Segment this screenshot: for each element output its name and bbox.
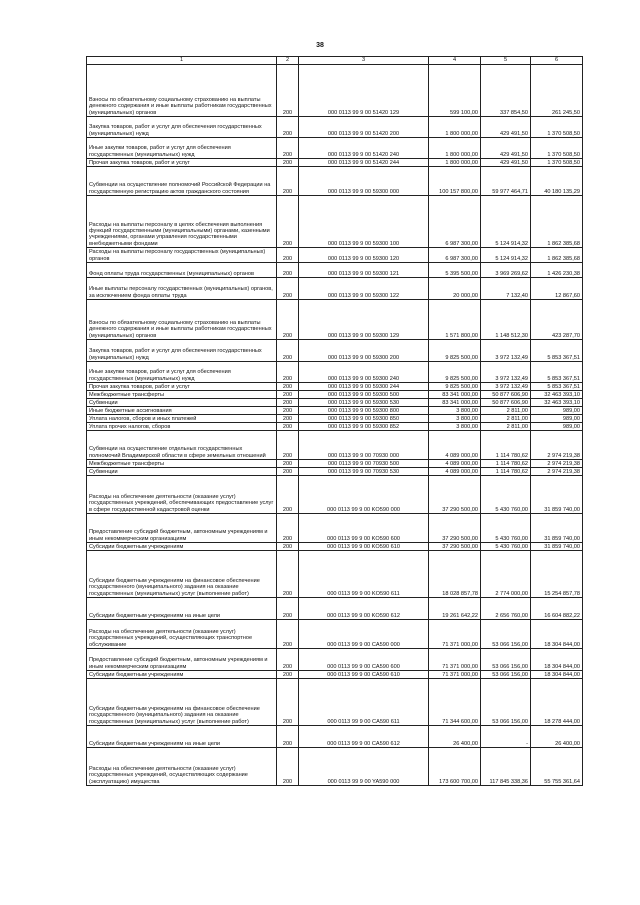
row-name-cell: Субвенции на осуществление отдельных государственных полномочий Владимирской области в сфере земельных отношений xyxy=(87,431,277,460)
table-row xyxy=(87,679,583,726)
table-row xyxy=(87,543,583,551)
column-header-4: 4 xyxy=(429,57,481,65)
row-executed-cell: 1 148 512,30 xyxy=(481,300,531,340)
row-name-cell: Взносы по обязательному социальному страхованию на выплаты денежного содержания и иные выплаты работникам государственных (муниципальных) органов xyxy=(87,65,277,117)
row-approved-cell: 4 089 000,00 xyxy=(429,431,481,460)
row-ved-cell: 200 xyxy=(277,423,299,431)
row-code-cell: 000 0113 99 9 00 59300 121 xyxy=(299,263,429,278)
row-executed-cell: 53 066 156,00 xyxy=(481,679,531,726)
page-number: 38 xyxy=(316,42,324,49)
row-executed-cell: 3 969 269,62 xyxy=(481,263,531,278)
row-ved-cell: 200 xyxy=(277,362,299,383)
table-row xyxy=(87,620,583,649)
column-header-1: 1 xyxy=(87,57,277,65)
row-name-cell: Иные закупки товаров, работ и услуг для обеспечения государственных (муниципальных) нужд xyxy=(87,138,277,159)
row-code-cell: 000 0113 99 9 00 51420 129 xyxy=(299,65,429,117)
row-remaining-cell: 1 862 385,68 xyxy=(531,248,583,263)
row-ved-cell: 200 xyxy=(277,543,299,551)
table-row xyxy=(87,748,583,786)
row-ved-cell: 200 xyxy=(277,196,299,248)
row-code-cell: 000 0113 99 9 00 59300 500 xyxy=(299,391,429,399)
row-executed-cell: 59 977 464,71 xyxy=(481,167,531,196)
row-code-cell: 000 0113 99 9 00 51420 244 xyxy=(299,159,429,167)
row-executed-cell: 1 114 780,62 xyxy=(481,431,531,460)
row-remaining-cell: 55 755 361,64 xyxy=(531,748,583,786)
row-code-cell: 000 0113 99 9 00 CA590 612 xyxy=(299,726,429,748)
table-row xyxy=(87,598,583,620)
row-executed-cell: 50 877 606,90 xyxy=(481,391,531,399)
row-approved-cell: 37 290 500,00 xyxy=(429,476,481,514)
row-code-cell: 000 0113 99 9 00 70930 000 xyxy=(299,431,429,460)
row-ved-cell: 200 xyxy=(277,748,299,786)
row-remaining-cell: 5 853 367,51 xyxy=(531,383,583,391)
row-name-cell: Расходы на обеспечение деятельности (оказание услуг) государственных учреждений, осуществляющих содержание (эксплуатацию) имущества xyxy=(87,748,277,786)
row-name-cell: Прочая закупка товаров, работ и услуг xyxy=(87,383,277,391)
row-code-cell: 000 0113 99 9 00 KO590 610 xyxy=(299,543,429,551)
row-remaining-cell: 989,00 xyxy=(531,407,583,415)
table-row xyxy=(87,431,583,460)
row-code-cell: 000 0113 99 9 00 51420 240 xyxy=(299,138,429,159)
table-row xyxy=(87,278,583,300)
row-code-cell: 000 0113 99 9 00 59300 800 xyxy=(299,407,429,415)
row-ved-cell: 200 xyxy=(277,679,299,726)
row-code-cell: 000 0113 99 9 00 KO590 600 xyxy=(299,514,429,543)
row-executed-cell: 50 877 606,90 xyxy=(481,399,531,407)
row-remaining-cell: 26 400,00 xyxy=(531,726,583,748)
row-approved-cell: 1 800 000,00 xyxy=(429,138,481,159)
table-row xyxy=(87,423,583,431)
row-executed-cell: 7 132,40 xyxy=(481,278,531,300)
table-header-row xyxy=(87,57,583,65)
row-approved-cell: 37 290 500,00 xyxy=(429,543,481,551)
column-header-2: 2 xyxy=(277,57,299,65)
row-code-cell: 000 0113 99 9 00 59300 850 xyxy=(299,415,429,423)
row-executed-cell: 5 124 914,32 xyxy=(481,196,531,248)
table-row xyxy=(87,362,583,383)
row-executed-cell: 3 972 132,49 xyxy=(481,383,531,391)
row-ved-cell: 200 xyxy=(277,399,299,407)
table-row xyxy=(87,671,583,679)
row-approved-cell: 4 089 000,00 xyxy=(429,460,481,468)
row-remaining-cell: 18 304 844,00 xyxy=(531,671,583,679)
row-approved-cell: 71 371 000,00 xyxy=(429,649,481,671)
row-approved-cell: 5 395 500,00 xyxy=(429,263,481,278)
row-executed-cell: 2 774 000,00 xyxy=(481,551,531,598)
row-name-cell: Прочая закупка товаров, работ и услуг xyxy=(87,159,277,167)
row-approved-cell: 18 028 857,78 xyxy=(429,551,481,598)
row-name-cell: Субсидии бюджетным учреждениям на иные цели xyxy=(87,726,277,748)
row-executed-cell: 5 430 760,00 xyxy=(481,514,531,543)
row-approved-cell: 6 987 300,00 xyxy=(429,196,481,248)
row-ved-cell: 200 xyxy=(277,431,299,460)
table-row xyxy=(87,476,583,514)
row-name-cell: Субвенции xyxy=(87,399,277,407)
row-executed-cell: 2 811,00 xyxy=(481,423,531,431)
table-body xyxy=(87,65,583,786)
row-name-cell: Субвенции xyxy=(87,468,277,476)
row-executed-cell: 53 066 156,00 xyxy=(481,620,531,649)
row-code-cell: 000 0113 99 9 00 59300 120 xyxy=(299,248,429,263)
column-header-5: 5 xyxy=(481,57,531,65)
row-code-cell: 000 0113 99 9 00 59300 200 xyxy=(299,340,429,362)
row-remaining-cell: 40 180 135,29 xyxy=(531,167,583,196)
row-approved-cell: 9 825 500,00 xyxy=(429,362,481,383)
row-approved-cell: 3 800,00 xyxy=(429,423,481,431)
row-executed-cell: 117 845 338,36 xyxy=(481,748,531,786)
table-row xyxy=(87,551,583,598)
table-row xyxy=(87,263,583,278)
row-name-cell: Межбюджетные трансферты xyxy=(87,391,277,399)
budget-table xyxy=(86,56,583,786)
row-ved-cell: 200 xyxy=(277,278,299,300)
row-remaining-cell: 989,00 xyxy=(531,423,583,431)
row-name-cell: Фонд оплаты труда государственных (муниципальных) органов xyxy=(87,263,277,278)
row-code-cell: 000 0113 99 9 00 CA590 600 xyxy=(299,649,429,671)
table-row xyxy=(87,117,583,138)
row-code-cell: 000 0113 99 9 00 CA590 000 xyxy=(299,620,429,649)
column-header-6: 6 xyxy=(531,57,583,65)
row-executed-cell: 2 656 760,00 xyxy=(481,598,531,620)
row-code-cell: 000 0113 99 9 00 KO590 000 xyxy=(299,476,429,514)
row-approved-cell: 9 825 500,00 xyxy=(429,383,481,391)
row-ved-cell: 200 xyxy=(277,340,299,362)
table-row xyxy=(87,726,583,748)
row-approved-cell: 599 100,00 xyxy=(429,65,481,117)
row-name-cell: Закупка товаров, работ и услуг для обеспечения государственных (муниципальных) нужд xyxy=(87,117,277,138)
table-row xyxy=(87,340,583,362)
row-executed-cell: 2 811,00 xyxy=(481,407,531,415)
row-remaining-cell: 16 604 882,22 xyxy=(531,598,583,620)
row-code-cell: 000 0113 99 9 00 YA590 000 xyxy=(299,748,429,786)
row-executed-cell: 337 854,50 xyxy=(481,65,531,117)
row-approved-cell: 3 800,00 xyxy=(429,415,481,423)
row-executed-cell: 429 491,50 xyxy=(481,138,531,159)
row-remaining-cell: 18 304 844,00 xyxy=(531,620,583,649)
row-approved-cell: 9 825 500,00 xyxy=(429,340,481,362)
row-ved-cell: 200 xyxy=(277,117,299,138)
row-name-cell: Иные закупки товаров, работ и услуг для обеспечения государственных (муниципальных) нужд xyxy=(87,362,277,383)
row-executed-cell: 53 066 156,00 xyxy=(481,671,531,679)
row-code-cell: 000 0113 99 9 00 59300 000 xyxy=(299,167,429,196)
row-approved-cell: 3 800,00 xyxy=(429,407,481,415)
row-code-cell: 000 0113 99 9 00 70930 500 xyxy=(299,460,429,468)
row-ved-cell: 200 xyxy=(277,263,299,278)
row-name-cell: Субсидии бюджетным учреждениям xyxy=(87,671,277,679)
row-executed-cell: 3 972 132,49 xyxy=(481,340,531,362)
row-code-cell: 000 0113 99 9 00 59300 240 xyxy=(299,362,429,383)
row-ved-cell: 200 xyxy=(277,415,299,423)
table-row xyxy=(87,196,583,248)
row-code-cell: 000 0113 99 9 00 59300 530 xyxy=(299,399,429,407)
table-row xyxy=(87,65,583,117)
table-row xyxy=(87,399,583,407)
row-approved-cell: 71 371 000,00 xyxy=(429,671,481,679)
row-code-cell: 000 0113 99 9 00 59300 122 xyxy=(299,278,429,300)
row-remaining-cell: 989,00 xyxy=(531,415,583,423)
row-name-cell: Иные выплаты персоналу государственных (муниципальных) органов, за исключением фонда оплаты труда xyxy=(87,278,277,300)
row-name-cell: Расходы на обеспечение деятельности (оказание услуг) государственных учреждений, обеспечивающих предоставление услуг в сфере государственной кадастровой оценки xyxy=(87,476,277,514)
row-remaining-cell: 18 304 844,00 xyxy=(531,649,583,671)
row-remaining-cell: 2 974 219,38 xyxy=(531,431,583,460)
row-remaining-cell: 32 463 393,10 xyxy=(531,391,583,399)
row-remaining-cell: 2 974 219,38 xyxy=(531,468,583,476)
row-ved-cell: 200 xyxy=(277,476,299,514)
row-approved-cell: 71 371 000,00 xyxy=(429,620,481,649)
row-code-cell: 000 0113 99 9 00 KO590 611 xyxy=(299,551,429,598)
row-approved-cell: 173 600 700,00 xyxy=(429,748,481,786)
row-remaining-cell: 1 426 230,38 xyxy=(531,263,583,278)
row-approved-cell: 71 344 600,00 xyxy=(429,679,481,726)
table-row xyxy=(87,167,583,196)
row-name-cell: Субсидии бюджетным учреждениям на финансовое обеспечение государственного (муниципального) задания на оказание государственных (муниципальных) услуг (выполнение работ) xyxy=(87,679,277,726)
row-name-cell: Иные бюджетные ассигнования xyxy=(87,407,277,415)
row-remaining-cell: 261 245,50 xyxy=(531,65,583,117)
row-ved-cell: 200 xyxy=(277,159,299,167)
row-executed-cell: 5 430 760,00 xyxy=(481,543,531,551)
row-ved-cell: 200 xyxy=(277,65,299,117)
row-name-cell: Взносы по обязательному социальному страхованию на выплаты денежного содержания и иные выплаты работникам государственных (муниципальных) органов xyxy=(87,300,277,340)
row-approved-cell: 19 261 642,22 xyxy=(429,598,481,620)
row-ved-cell: 200 xyxy=(277,407,299,415)
row-approved-cell: 1 571 800,00 xyxy=(429,300,481,340)
row-code-cell: 000 0113 99 9 00 59300 129 xyxy=(299,300,429,340)
row-ved-cell: 200 xyxy=(277,598,299,620)
row-ved-cell: 200 xyxy=(277,167,299,196)
row-ved-cell: 200 xyxy=(277,248,299,263)
row-approved-cell: 83 341 000,00 xyxy=(429,391,481,399)
row-name-cell: Уплата прочих налогов, сборов xyxy=(87,423,277,431)
row-name-cell: Закупка товаров, работ и услуг для обеспечения государственных (муниципальных) нужд xyxy=(87,340,277,362)
row-approved-cell: 1 800 000,00 xyxy=(429,159,481,167)
row-approved-cell: 20 000,00 xyxy=(429,278,481,300)
row-remaining-cell: 32 463 393,10 xyxy=(531,399,583,407)
table-row xyxy=(87,460,583,468)
table-row xyxy=(87,159,583,167)
row-ved-cell: 200 xyxy=(277,391,299,399)
row-remaining-cell: 18 278 444,00 xyxy=(531,679,583,726)
row-approved-cell: 6 987 300,00 xyxy=(429,248,481,263)
row-name-cell: Субсидии бюджетным учреждениям на финансовое обеспечение государственного (муниципального) задания на оказание государственных (муниципальных) услуг (выполнение работ) xyxy=(87,551,277,598)
row-remaining-cell: 5 853 367,51 xyxy=(531,340,583,362)
row-remaining-cell: 1 370 508,50 xyxy=(531,159,583,167)
row-approved-cell: 83 341 000,00 xyxy=(429,399,481,407)
row-ved-cell: 200 xyxy=(277,468,299,476)
row-name-cell: Уплата налогов, сборов и иных платежей xyxy=(87,415,277,423)
row-name-cell: Субвенции на осуществление полномочий Российской Федерации на государственную регистрацию актов гражданского состояния xyxy=(87,167,277,196)
row-approved-cell: 100 157 800,00 xyxy=(429,167,481,196)
row-approved-cell: 37 290 500,00 xyxy=(429,514,481,543)
row-executed-cell: 53 066 156,00 xyxy=(481,649,531,671)
row-ved-cell: 200 xyxy=(277,138,299,159)
row-name-cell: Субсидии бюджетным учреждениям xyxy=(87,543,277,551)
row-remaining-cell: 1 370 508,50 xyxy=(531,138,583,159)
row-remaining-cell: 423 287,70 xyxy=(531,300,583,340)
row-code-cell: 000 0113 99 9 00 59300 852 xyxy=(299,423,429,431)
row-name-cell: Предоставление субсидий бюджетным, автономным учреждениям и иным некоммерческим организациям xyxy=(87,649,277,671)
row-ved-cell: 200 xyxy=(277,551,299,598)
column-header-3: 3 xyxy=(299,57,429,65)
row-executed-cell: - xyxy=(481,726,531,748)
table-row xyxy=(87,391,583,399)
row-executed-cell: 5 430 760,00 xyxy=(481,476,531,514)
row-ved-cell: 200 xyxy=(277,514,299,543)
row-executed-cell: 2 811,00 xyxy=(481,415,531,423)
row-ved-cell: 200 xyxy=(277,300,299,340)
row-ved-cell: 200 xyxy=(277,649,299,671)
row-executed-cell: 5 124 914,32 xyxy=(481,248,531,263)
row-executed-cell: 3 972 132,49 xyxy=(481,362,531,383)
row-ved-cell: 200 xyxy=(277,726,299,748)
row-code-cell: 000 0113 99 9 00 CA590 611 xyxy=(299,679,429,726)
row-remaining-cell: 31 859 740,00 xyxy=(531,514,583,543)
row-name-cell: Расходы на выплаты персоналу государственных (муниципальных) органов xyxy=(87,248,277,263)
row-name-cell: Расходы на обеспечение деятельности (оказание услуг) государственных учреждений, осуществляющих транспортное обслуживание xyxy=(87,620,277,649)
table-row xyxy=(87,415,583,423)
row-name-cell: Межбюджетные трансферты xyxy=(87,460,277,468)
row-code-cell: 000 0113 99 9 00 59300 100 xyxy=(299,196,429,248)
table-row xyxy=(87,468,583,476)
row-code-cell: 000 0113 99 9 00 KO590 612 xyxy=(299,598,429,620)
row-ved-cell: 200 xyxy=(277,620,299,649)
row-executed-cell: 1 114 780,62 xyxy=(481,468,531,476)
table-row xyxy=(87,514,583,543)
row-approved-cell: 4 089 000,00 xyxy=(429,468,481,476)
row-code-cell: 000 0113 99 9 00 59300 244 xyxy=(299,383,429,391)
row-code-cell: 000 0113 99 9 00 CA590 610 xyxy=(299,671,429,679)
row-code-cell: 000 0113 99 9 00 70930 530 xyxy=(299,468,429,476)
row-name-cell: Расходы на выплаты персоналу в целях обеспечения выполнения функций государственными (муниципальными) органами, казенными учреждениями, органами управления государственными внебюджетными фондами xyxy=(87,196,277,248)
row-executed-cell: 1 114 780,62 xyxy=(481,460,531,468)
table-row xyxy=(87,300,583,340)
row-remaining-cell: 31 859 740,00 xyxy=(531,476,583,514)
row-ved-cell: 200 xyxy=(277,460,299,468)
row-remaining-cell: 12 867,60 xyxy=(531,278,583,300)
row-remaining-cell: 2 974 219,38 xyxy=(531,460,583,468)
row-executed-cell: 429 491,50 xyxy=(481,159,531,167)
table-row xyxy=(87,138,583,159)
row-remaining-cell: 31 859 740,00 xyxy=(531,543,583,551)
row-name-cell: Субсидии бюджетным учреждениям на иные цели xyxy=(87,598,277,620)
row-name-cell: Предоставление субсидий бюджетным, автономным учреждениям и иным некоммерческим организациям xyxy=(87,514,277,543)
row-ved-cell: 200 xyxy=(277,671,299,679)
row-remaining-cell: 5 853 367,51 xyxy=(531,362,583,383)
table-row xyxy=(87,649,583,671)
row-remaining-cell: 1 862 385,68 xyxy=(531,196,583,248)
row-remaining-cell: 15 254 857,78 xyxy=(531,551,583,598)
table-row xyxy=(87,248,583,263)
row-approved-cell: 26 400,00 xyxy=(429,726,481,748)
table-row xyxy=(87,383,583,391)
row-approved-cell: 1 800 000,00 xyxy=(429,117,481,138)
row-code-cell: 000 0113 99 9 00 51420 200 xyxy=(299,117,429,138)
row-ved-cell: 200 xyxy=(277,383,299,391)
row-remaining-cell: 1 370 508,50 xyxy=(531,117,583,138)
table-row xyxy=(87,407,583,415)
row-executed-cell: 429 491,50 xyxy=(481,117,531,138)
